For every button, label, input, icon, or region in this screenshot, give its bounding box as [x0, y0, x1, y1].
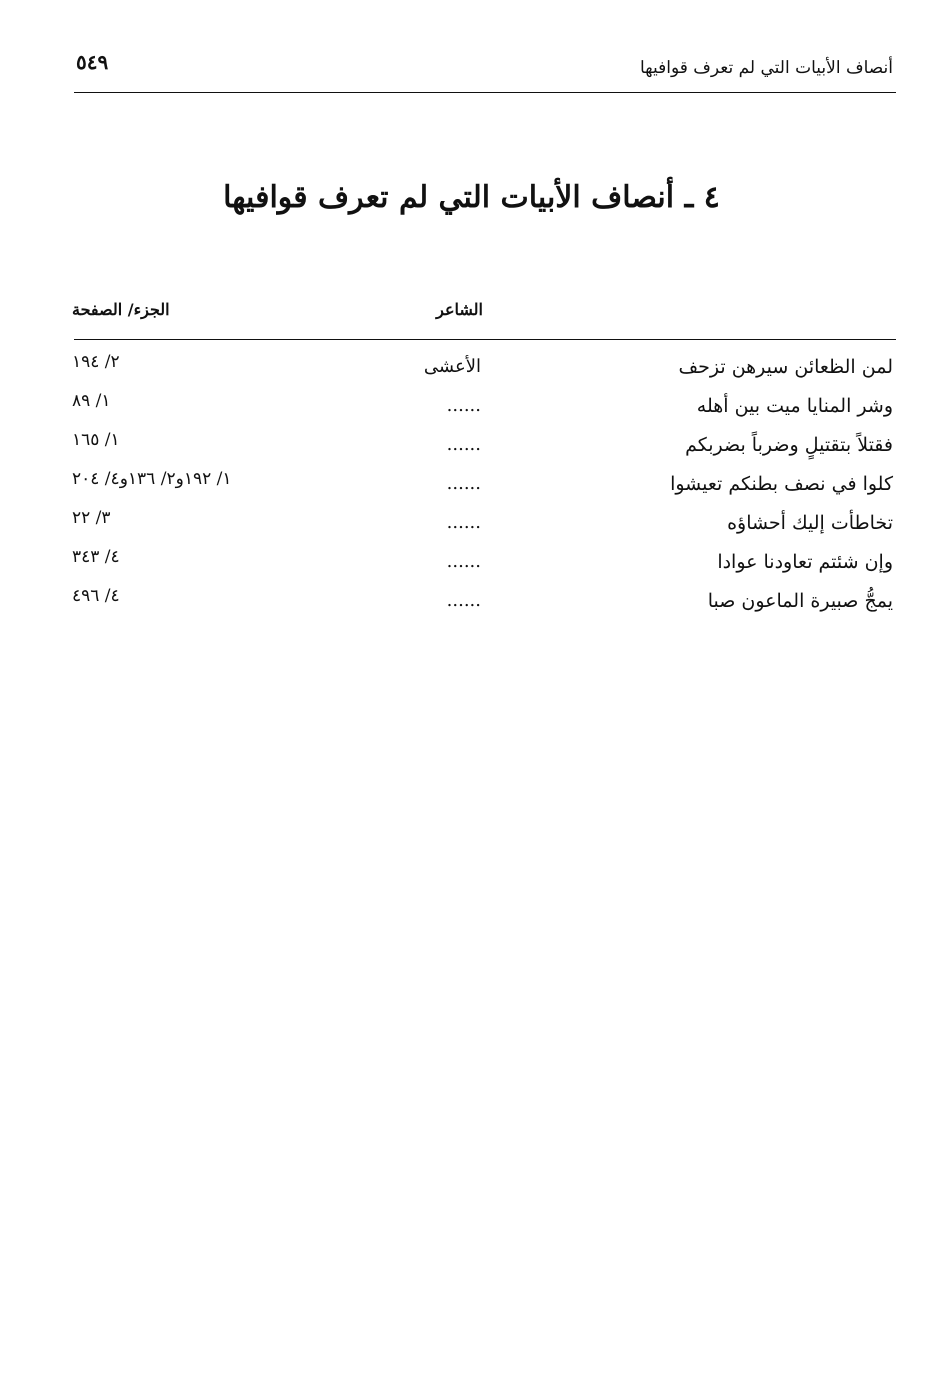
table-row [0, 430, 943, 469]
poet-cell: ...... [446, 395, 481, 416]
verse-cell: وشر المنايا ميت بين أهله [696, 395, 893, 417]
verse-cell: وإن شئتم تعاودنا عوادا [717, 551, 893, 573]
verse-cell: يمجُّ صبيرة الماعون صبا [707, 590, 893, 612]
poet-cell: ...... [446, 473, 481, 494]
table-row [0, 391, 943, 430]
volume-page-cell: ١/ ١٦٥ [72, 430, 120, 450]
page-number: ٥٤٩ [76, 50, 109, 74]
verse-cell: فقتلاً بتقتيلٍ وضرباً بضربكم [685, 434, 893, 456]
poet-cell: ...... [446, 512, 481, 533]
verse-cell: كلوا في نصف بطنكم تعيشوا [670, 473, 893, 495]
verse-table [0, 352, 943, 625]
column-header-poet: الشاعر [436, 300, 483, 319]
section-title: ٤ ـ أنصاف الأبيات التي لم تعرف قوافيها [223, 180, 720, 215]
volume-page-cell: ١/ ١٩٢و٢/ ١٣٦و٤/ ٢٠٤ [72, 469, 232, 489]
verse-cell: لمن الظعائن سيرهن تزحف [678, 356, 893, 378]
verse-cell: تخاطأت إليك أحشاؤه [727, 512, 893, 534]
volume-page-cell: ١/ ٨٩ [72, 391, 111, 411]
running-title: أنصاف الأبيات التي لم تعرف قوافيها [639, 58, 893, 78]
poet-cell: ...... [446, 590, 481, 611]
column-header-volume-page: الجزء/ الصفحة [72, 300, 170, 319]
volume-page-cell: ٣/ ٢٢ [72, 508, 111, 528]
volume-page-cell: ٤/ ٣٤٣ [72, 547, 120, 567]
poet-cell: ...... [446, 551, 481, 572]
poet-cell: ...... [446, 434, 481, 455]
poet-cell: الأعشى [423, 356, 481, 377]
header-rule [74, 92, 896, 93]
table-rule [74, 339, 896, 340]
volume-page-cell: ٤/ ٤٩٦ [72, 586, 120, 606]
table-row [0, 508, 943, 547]
table-row [0, 352, 943, 391]
table-row [0, 547, 943, 586]
table-row [0, 469, 943, 508]
volume-page-cell: ٢/ ١٩٤ [72, 352, 120, 372]
table-row [0, 586, 943, 625]
